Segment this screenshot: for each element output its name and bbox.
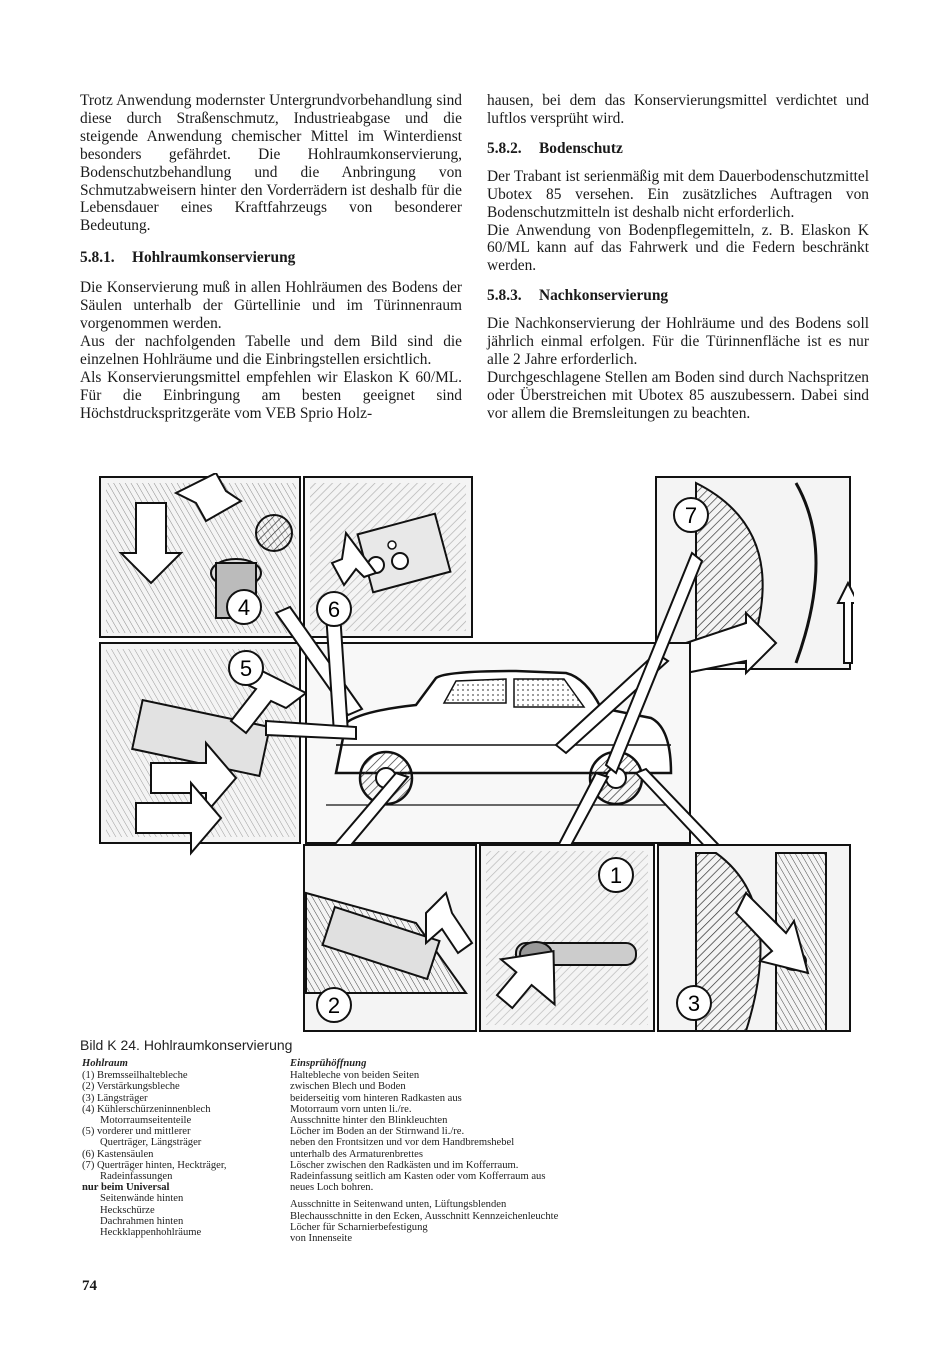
legend-row: Querträger, Längsträger <box>100 1137 202 1149</box>
section-title: Nachkonservierung <box>539 287 669 305</box>
legend-cavity-column <box>82 1058 287 1238</box>
legend-row: beiderseitig vom hinteren Radkasten aus <box>290 1092 462 1104</box>
legend-row: (7) Querträger hinten, Heckträger, <box>82 1159 227 1171</box>
legend-row: Heckklappenhohlräume <box>100 1227 202 1239</box>
legend-row: (5) vorderer und mittlerer <box>82 1126 191 1138</box>
section-title: Bodenschutz <box>539 139 623 157</box>
legend-row: Ausschnitte in Seitenwand unten, Lüftungsblenden <box>290 1199 507 1211</box>
legend-row: von Innenseite <box>290 1233 353 1245</box>
section-heading-hohlraumkonservierung <box>80 249 462 267</box>
legend-row: Löcher für Scharnierbefestigung <box>290 1221 428 1233</box>
callout-label: 1 <box>609 863 623 888</box>
legend-row: Dachrahmen hinten <box>100 1215 184 1227</box>
legend-row: (6) Kastensäulen <box>82 1148 154 1160</box>
callout-5 <box>229 651 263 685</box>
legend-row: Radeinfassungen <box>100 1171 173 1183</box>
cavity-preservation-illustration <box>96 473 854 1035</box>
legend-row: Seitenwände hinten <box>100 1193 184 1205</box>
right-column <box>487 92 869 423</box>
callout-2 <box>317 988 351 1022</box>
legend-heading: Hohlraum <box>82 1058 128 1069</box>
paragraph: Als Konservierungsmittel empfehlen wir Elaskon K 60/ML. Für die Einbringung am besten geeignet sind Höchstdruckspritzgeräte vom VEB Sprio Holz- <box>80 368 462 422</box>
paragraph: Die Nachkonservierung der Hohlräume und des Bodens soll jährlich einmal erfolgen. Für die Türinnenfläche ist es nur alle 2 Jahre erforderlich. <box>487 315 869 369</box>
section-number: 5.8.2. <box>487 139 522 157</box>
legend-row: Löcher im Boden an der Stirnwand li./re. <box>290 1126 465 1138</box>
legend-row: Haltebleche von beiden Seiten <box>290 1070 420 1082</box>
legend-row: (3) Längsträger <box>82 1092 148 1104</box>
paragraph: hausen, bei dem das Konservierungsmittel verdichtet und luftlos versprüht wird. <box>487 92 869 127</box>
figure-caption: Bild K 24. Hohlraumkonservierung <box>80 1037 293 1053</box>
callout-1 <box>599 858 633 892</box>
paragraph: Der Trabant ist serienmäßig mit dem Dauerbodenschutzmittel Ubotex 85 versehen. Ein zusätzliches Auftragen von Bodenschutzmitteln ist deshalb nicht erforderlich. <box>487 167 869 221</box>
callout-label: 4 <box>237 595 251 620</box>
legend-row: zwischen Blech und Boden <box>290 1081 406 1093</box>
legend-row: (1) Bremsseilhaltebleche <box>82 1070 188 1082</box>
legend-universal-heading: nur beim Universal <box>82 1182 170 1194</box>
paragraph: Durchgeschlagene Stellen am Boden sind durch Nachspritzen oder Überstreichen mit Ubotex 85 auszubessern. Dabei sind vor allem die Bremsleitungen zu beachten. <box>487 368 869 422</box>
section-heading-nachkonservierung <box>487 287 869 305</box>
legend-injection-column <box>290 1058 710 1244</box>
legend-row: Ausschnitte hinter den Blinkleuchten <box>290 1115 448 1127</box>
callout-label: 3 <box>687 991 701 1016</box>
callout-4 <box>227 590 261 624</box>
panel-floor-crossmember <box>100 643 306 853</box>
page-number: 74 <box>82 1278 97 1294</box>
paragraph: Die Konservierung muß in allen Hohlräumen des Bodens der Säulen unterhalb der Gürtellinie und im Türinnenraum vorgenommen werden. <box>80 279 462 333</box>
callout-6 <box>317 592 351 626</box>
legend-row: neben den Frontsitzen und vor dem Handbremshebel <box>290 1137 515 1149</box>
left-column <box>80 92 462 423</box>
section-heading-bodenschutz <box>487 140 869 158</box>
section-number: 5.8.3. <box>487 287 522 305</box>
legend-row: Blechausschnitte in den Ecken, Ausschnitt Kennzeichenleuchte <box>290 1210 559 1222</box>
callout-label: 7 <box>684 503 698 528</box>
legend-row: (4) Kühlerschürzeninnenblech <box>82 1103 211 1115</box>
paragraph: Aus der nachfolgenden Tabelle und dem Bild sind die einzelnen Hohlräume und die Einbringstellen ersichtlich. <box>80 332 462 368</box>
panel-engine-bay <box>100 473 300 637</box>
legend-row: unterhalb des Armaturenbrettes <box>290 1148 423 1160</box>
callout-label: 5 <box>239 656 253 681</box>
legend-row: Heckschürze <box>100 1204 155 1216</box>
callout-label: 2 <box>327 993 341 1018</box>
legend-row: Radeinfassung seitlich am Kasten oder vom Kofferraum aus <box>290 1171 546 1183</box>
legend-row: Motorraumseitenteile <box>100 1115 192 1127</box>
legend-row: (2) Verstärkungsbleche <box>82 1081 180 1093</box>
legend-row: Löscher zwischen den Radkästen und im Kofferraum. <box>290 1159 519 1171</box>
callout-label: 6 <box>327 597 341 622</box>
callout-7 <box>674 498 708 532</box>
section-title: Hohlraumkonservierung <box>132 249 296 267</box>
paragraph: Die Anwendung von Bodenpflegemitteln, z. B. Elaskon K 60/ML kann auf das Fahrwerk und die Federn beschränkt werden. <box>487 221 869 275</box>
legend-row: neues Loch bohren. <box>290 1182 374 1194</box>
legend-heading: Einsprühöffnung <box>290 1058 367 1069</box>
legend-row: Motorraum vorn unten li./re. <box>290 1103 412 1115</box>
callout-3 <box>677 986 711 1020</box>
intro-paragraph: Trotz Anwendung modernster Untergrundvorbehandlung sind diese durch Straßenschmutz, Industrieabgase und die steigende Anwendung chemischer Mittel im Winterdienst besonders gefährdet. Die Hohlraumkonservierung, Bodenschutzbehandlung und die Anbringung von Schmutzabweisern hinter den Vorderrädern ist deshalb für die Lebensdauer eines Kraftfahrzeugs von besonderer Bedeutung. <box>80 92 462 235</box>
section-number: 5.8.1. <box>80 249 115 267</box>
